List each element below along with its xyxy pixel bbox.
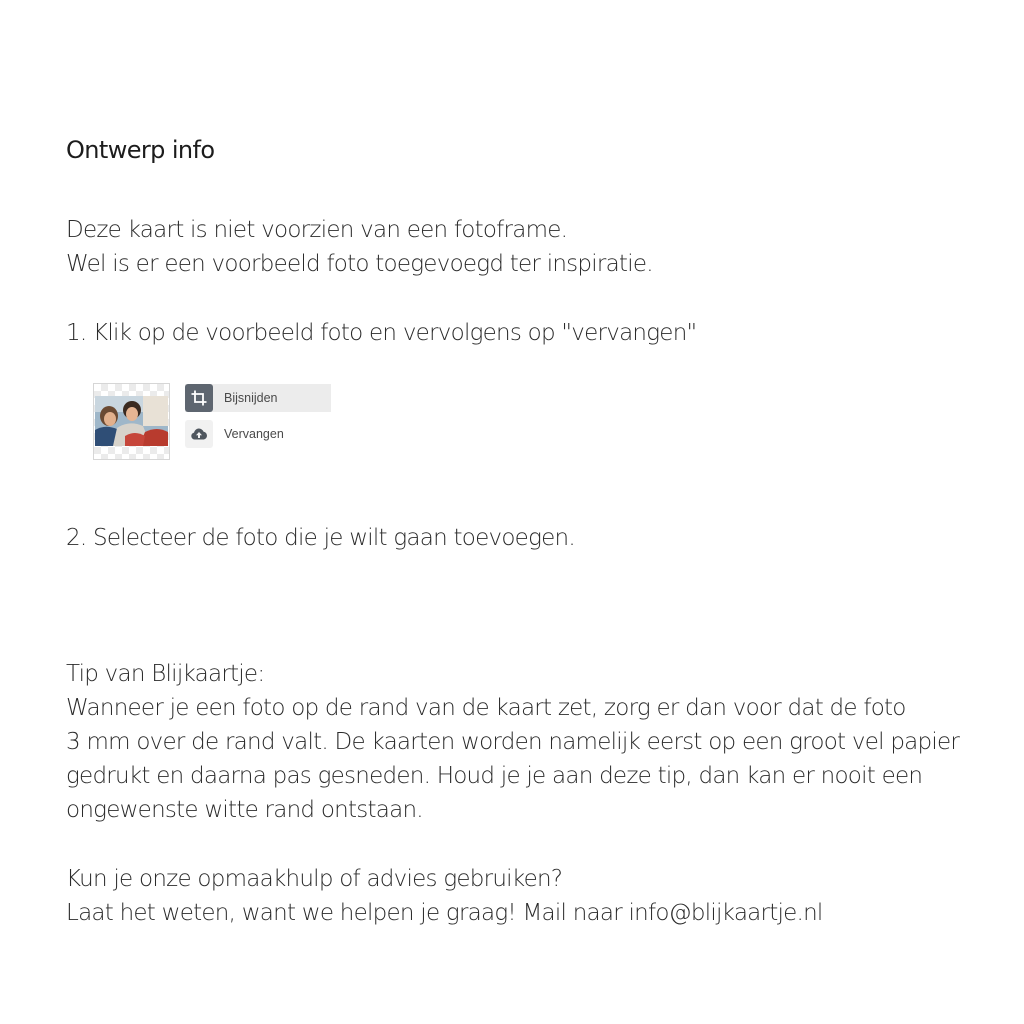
replace-action[interactable] [185,420,331,448]
photo-thumbnail [93,383,170,460]
page-title: Ontwerp info [66,136,215,164]
contact-line: Kun je onze opmaakhulp of advies gebruiken? [66,866,563,892]
example-photo [95,396,168,446]
step-1-line: 1. Klik op de voorbeeld foto en vervolgens op "vervangen" [66,320,697,346]
replace-action-label: Vervangen [224,427,284,441]
step-1-text [66,316,696,350]
crop-action-label: Bijsnijden [224,391,278,405]
tip-paragraph [66,657,959,827]
crop-icon [185,384,213,412]
contact-paragraph [66,862,823,930]
tip-title: Tip van Blijkaartje: [66,661,265,687]
tip-line: ongewenste witte rand ontstaan. [66,797,423,823]
tip-line: gedrukt en daarna pas gesneden. Houd je je aan deze tip, dan kan er nooit een [66,763,923,789]
contact-line: Laat het weten, want we helpen je graag! Mail naar info@blijkaartje.nl [66,900,823,926]
intro-paragraph [66,213,653,281]
editor-demo-illustration [93,383,333,461]
step-2-text [66,521,575,555]
intro-line: Wel is er een voorbeeld foto toegevoegd ter inspiratie. [66,251,653,277]
step-2-line: 2. Selecteer de foto die je wilt gaan toevoegen. [66,525,575,551]
tip-line: Wanneer je een foto op de rand van de kaart zet, zorg er dan voor dat de foto [66,695,906,721]
intro-line: Deze kaart is niet voorzien van een fotoframe. [66,217,568,243]
tip-line: 3 mm over de rand valt. De kaarten worden namelijk eerst op een groot vel papier [66,729,960,755]
cloud-upload-icon [185,420,213,448]
crop-action[interactable] [185,384,331,412]
